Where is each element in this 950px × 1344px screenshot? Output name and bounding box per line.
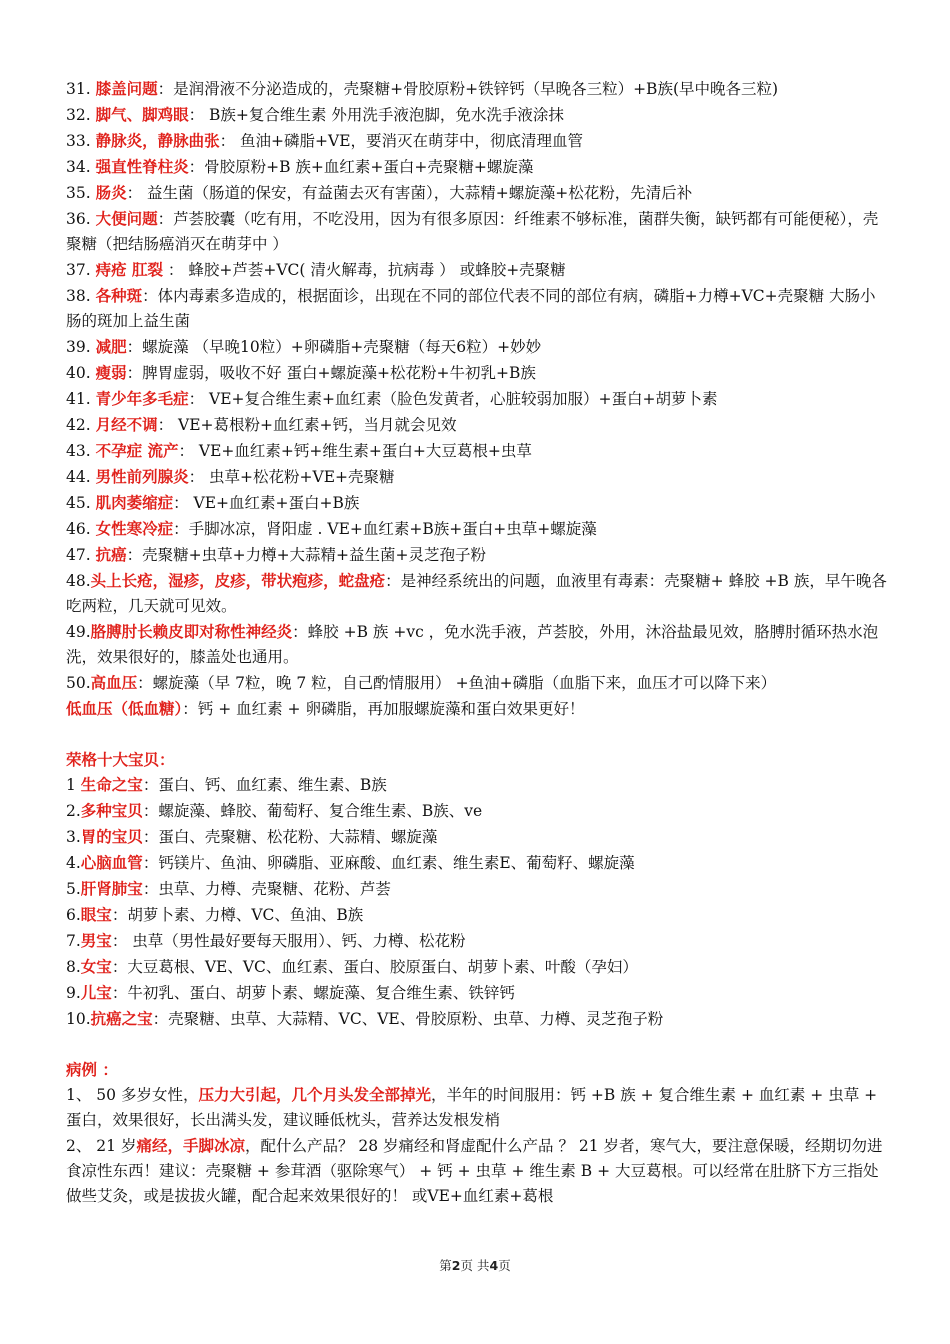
list-item	[66, 772, 888, 798]
item-number: 9.	[66, 984, 81, 1002]
item-body: ：螺旋藻 （早晚10粒）+卵磷脂+壳聚糖（每天6粒）+妙妙	[126, 338, 542, 356]
item-number: 8.	[66, 958, 81, 976]
item-number: 7.	[66, 932, 81, 950]
item-title: 膝盖问题	[95, 79, 158, 98]
total-page-number: 4	[489, 1258, 499, 1273]
item-title: 女宝	[80, 957, 112, 976]
item-number: 39.	[66, 338, 96, 356]
item-number: 43.	[66, 442, 96, 460]
item-number: 31.	[66, 80, 96, 98]
item-body: ：大豆葛根、VE、VC、血红素、蛋白、胶原蛋白、胡萝卜素、叶酸（孕妇）	[111, 958, 638, 976]
list-item	[66, 128, 888, 154]
item-number: 32.	[66, 106, 96, 124]
treasures-section	[66, 747, 888, 1032]
list-item	[66, 954, 888, 980]
list-item	[66, 464, 888, 490]
item-number: 2.	[66, 802, 81, 820]
item-number: 34.	[66, 158, 96, 176]
list-item	[66, 696, 888, 722]
item-number: 3.	[66, 828, 81, 846]
item-title: 心脑血管	[80, 853, 143, 872]
item-number: 49.	[66, 623, 91, 641]
item-body: ： B族+复合维生素 外用洗手液泡脚，免水洗手液涂抹	[188, 106, 564, 124]
item-body: ： VE+血红素+蛋白+B族	[173, 494, 360, 512]
item-number: 4.	[66, 854, 81, 872]
item-title: 女性寒冷症	[95, 519, 174, 538]
list-item	[66, 876, 888, 902]
item-number: 33.	[66, 132, 96, 150]
item-number: 35.	[66, 184, 96, 202]
list-item	[66, 980, 888, 1006]
page-footer: 第2页 共4页	[439, 1258, 511, 1273]
item-title: 多种宝贝	[80, 801, 143, 820]
case-prefix: 2、 21 岁	[66, 1137, 137, 1155]
case-prefix: 1、 50 多岁女性，	[66, 1086, 199, 1104]
item-body: ：是神经系统出的问题，血液里有毒素：壳聚糖+ 蜂胶 +B 族，早午晚各吃两粒，几天就可见效。	[66, 572, 887, 615]
list-item	[66, 490, 888, 516]
list-item	[66, 902, 888, 928]
item-number: 46.	[66, 520, 96, 538]
item-title: 强直性脊柱炎	[95, 157, 189, 176]
section-heading: 荣格十大宝贝：	[66, 750, 175, 769]
item-body: ： 益生菌（肠道的保安，有益菌去灭有害菌），大蒜精+螺旋藻+松花粉，先清后补	[126, 184, 693, 202]
item-body: ：壳聚糖、虫草、大蒜精、VC、VE、骨胶原粉、虫草、力樽、灵芝孢子粉	[152, 1010, 664, 1028]
item-body: ：手脚冰凉，肾阳虚 . VE+血红素+B族+蛋白+虫草+螺旋藻	[173, 520, 597, 538]
item-number: 45.	[66, 494, 96, 512]
item-body: ：体内毒素多造成的，根据面诊，出现在不同的部位代表不同的部位有病，磷脂+力樽+VC+壳聚糖 大肠小肠的斑加上益生菌	[66, 287, 876, 330]
section-heading: 病例 ：	[66, 1060, 118, 1079]
current-page-number: 2	[451, 1258, 461, 1273]
item-title: 痔疮 肛裂	[95, 260, 163, 279]
item-body: ： 鱼油+磷脂+VE，要消灭在萌芽中，彻底清理血管	[219, 132, 584, 150]
case-title: 痛经，手脚冰凉	[136, 1136, 245, 1155]
list-item	[66, 334, 888, 360]
item-body: ： VE+葛根粉+血红素+钙，当月就会见效	[157, 416, 457, 434]
list-item	[66, 798, 888, 824]
case-title: 压力大引起，几个月头发全部掉光	[198, 1085, 431, 1104]
list-item	[66, 568, 888, 619]
item-title: 胃的宝贝	[80, 827, 143, 846]
item-title: 低血压（低血糖）	[66, 699, 183, 718]
item-title: 月经不调	[95, 415, 158, 434]
list-item	[66, 438, 888, 464]
item-number: 42.	[66, 416, 96, 434]
item-number: 44.	[66, 468, 96, 486]
item-title: 儿宝	[80, 983, 112, 1002]
item-title: 大便问题	[95, 209, 158, 228]
item-body: ：螺旋藻（早 7粒，晚 7 粒，自己酌情服用） +鱼油+磷脂（血脂下来，血压才可以降下来）	[137, 674, 777, 692]
item-body: ： VE+血红素+钙+维生素+蛋白+大豆葛根+虫草	[178, 442, 532, 460]
item-title: 眼宝	[80, 905, 112, 924]
item-title: 高血压	[90, 673, 138, 692]
item-number: 36.	[66, 210, 96, 228]
list-item	[66, 180, 888, 206]
document-page	[66, 76, 888, 1209]
item-body: ：骨胶原粉+B 族+血红素+蛋白+壳聚糖+螺旋藻	[188, 158, 534, 176]
item-number: 41.	[66, 390, 96, 408]
item-number: 10.	[66, 1010, 91, 1028]
item-title: 抗癌之宝	[90, 1009, 153, 1028]
item-title: 不孕症 流产	[95, 441, 179, 460]
case-item	[66, 1133, 888, 1209]
list-item	[66, 283, 888, 334]
item-number: 1	[66, 776, 81, 794]
list-item	[66, 928, 888, 954]
item-title: 脚气、脚鸡眼	[95, 105, 189, 124]
list-item	[66, 1006, 888, 1032]
item-number: 50.	[66, 674, 91, 692]
item-title: 胳膊肘长赖皮即对称性神经炎	[90, 622, 293, 641]
item-body: ：螺旋藻、蜂胶、葡萄籽、复合维生素、B族、ve	[142, 802, 483, 820]
list-item	[66, 824, 888, 850]
item-number: 47.	[66, 546, 96, 564]
item-body: ：钙镁片、鱼油、卵磷脂、亚麻酸、血红素、维生素E、葡萄籽、螺旋藻	[142, 854, 635, 872]
item-body: ：胡萝卜素、力樽、VC、鱼油、B族	[111, 906, 364, 924]
item-number: 38.	[66, 287, 96, 305]
item-title: 青少年多毛症	[95, 389, 189, 408]
item-body: ：蜂胶 +B 族 +vc ，免水洗手液，芦荟胶，外用，沐浴盐最见效，胳膊肘循环热水泡洗，效果很好的，膝盖处也通用。	[66, 623, 879, 666]
item-title: 头上长疮，湿疹，皮疹，带状疱疹，蛇盘疮	[90, 571, 386, 590]
item-body: ：牛初乳、蛋白、胡萝卜素、螺旋藻、复合维生素、铁锌钙	[111, 984, 515, 1002]
item-body: ：虫草、力樽、壳聚糖、花粉、芦荟	[142, 880, 391, 898]
item-title: 肠炎	[95, 183, 127, 202]
list-item	[66, 619, 888, 670]
item-title: 肝肾肺宝	[80, 879, 143, 898]
item-title: 肌肉萎缩症	[95, 493, 174, 512]
item-body: ：蛋白、钙、血红素、维生素、B族	[142, 776, 387, 794]
item-body: ： 虫草（男性最好要每天服用）、钙、力樽、松花粉	[111, 932, 466, 950]
item-title: 抗癌	[95, 545, 127, 564]
list-item	[66, 206, 888, 257]
list-item	[66, 102, 888, 128]
item-number: 6.	[66, 906, 81, 924]
list-item	[66, 154, 888, 180]
item-body: ：是润滑液不分泌造成的，壳聚糖+骨胶原粉+铁锌钙（早晚各三粒）+B族(早中晚各三粒)	[157, 80, 779, 98]
item-body: ： 蜂胶+芦荟+VC( 清火解毒，抗病毒 ） 或蜂胶+壳聚糖	[162, 261, 566, 279]
item-body: ：蛋白、壳聚糖、松花粉、大蒜精、螺旋藻	[142, 828, 438, 846]
case-body: ，半年的时间服用：钙 +B 族 + 复合维生素 + 血红素 + 虫草 + 蛋白，效果很好，长出满头发，建议睡低枕头，营养达发根发梢	[66, 1086, 878, 1129]
remedy-list	[66, 76, 888, 722]
item-title: 各种斑	[95, 286, 143, 305]
list-item	[66, 386, 888, 412]
list-item	[66, 542, 888, 568]
item-number: 48.	[66, 572, 91, 590]
item-body: ：芦荟胶囊（吃有用，不吃没用，因为有很多原因：纤维素不够标准，菌群失衡，缺钙都有可能便秘），壳聚糖（把结肠癌消灭在萌芽中 ）	[66, 210, 879, 253]
cases-section	[66, 1057, 888, 1209]
case-item	[66, 1082, 888, 1133]
item-title: 男性前列腺炎	[95, 467, 189, 486]
item-number: 40.	[66, 364, 96, 382]
list-item	[66, 76, 888, 102]
list-item	[66, 412, 888, 438]
list-item	[66, 360, 888, 386]
item-number: 5.	[66, 880, 81, 898]
item-title: 男宝	[80, 931, 112, 950]
list-item	[66, 670, 888, 696]
item-body: ： VE+复合维生素+血红素（脸色发黄者，心脏较弱加服）+蛋白+胡萝卜素	[188, 390, 718, 408]
item-body: ：壳聚糖+虫草+力樽+大蒜精+益生菌+灵芝孢子粉	[126, 546, 487, 564]
item-title: 生命之宝	[80, 775, 143, 794]
item-body: ：脾胃虚弱，吸收不好 蛋白+螺旋藻+松花粉+牛初乳+B族	[126, 364, 536, 382]
item-title: 静脉炎，静脉曲张	[95, 131, 220, 150]
item-body: ：钙 + 血红素 + 卵磷脂，再加服螺旋藻和蛋白效果更好！	[182, 700, 585, 718]
case-body: ，配什么产品？ 28 岁痛经和肾虚配什么产品 ？ 21 岁者，寒气大，要注意保暖，经期切勿进食凉性东西！建议：壳聚糖 + 参茸酒（驱除寒气） + 钙 + 虫草 + 维生素 B + 大豆葛根。可以经常在肚脐下方三指处做些艾灸，或是拔拔火罐，配合起来效果很好的！ 或VE+血红素+葛根	[66, 1137, 883, 1205]
list-item	[66, 850, 888, 876]
item-number: 37.	[66, 261, 96, 279]
item-body: ： 虫草+松花粉+VE+壳聚糖	[188, 468, 395, 486]
item-title: 减肥	[95, 337, 127, 356]
list-item	[66, 516, 888, 542]
list-item	[66, 257, 888, 283]
item-title: 瘦弱	[95, 363, 127, 382]
